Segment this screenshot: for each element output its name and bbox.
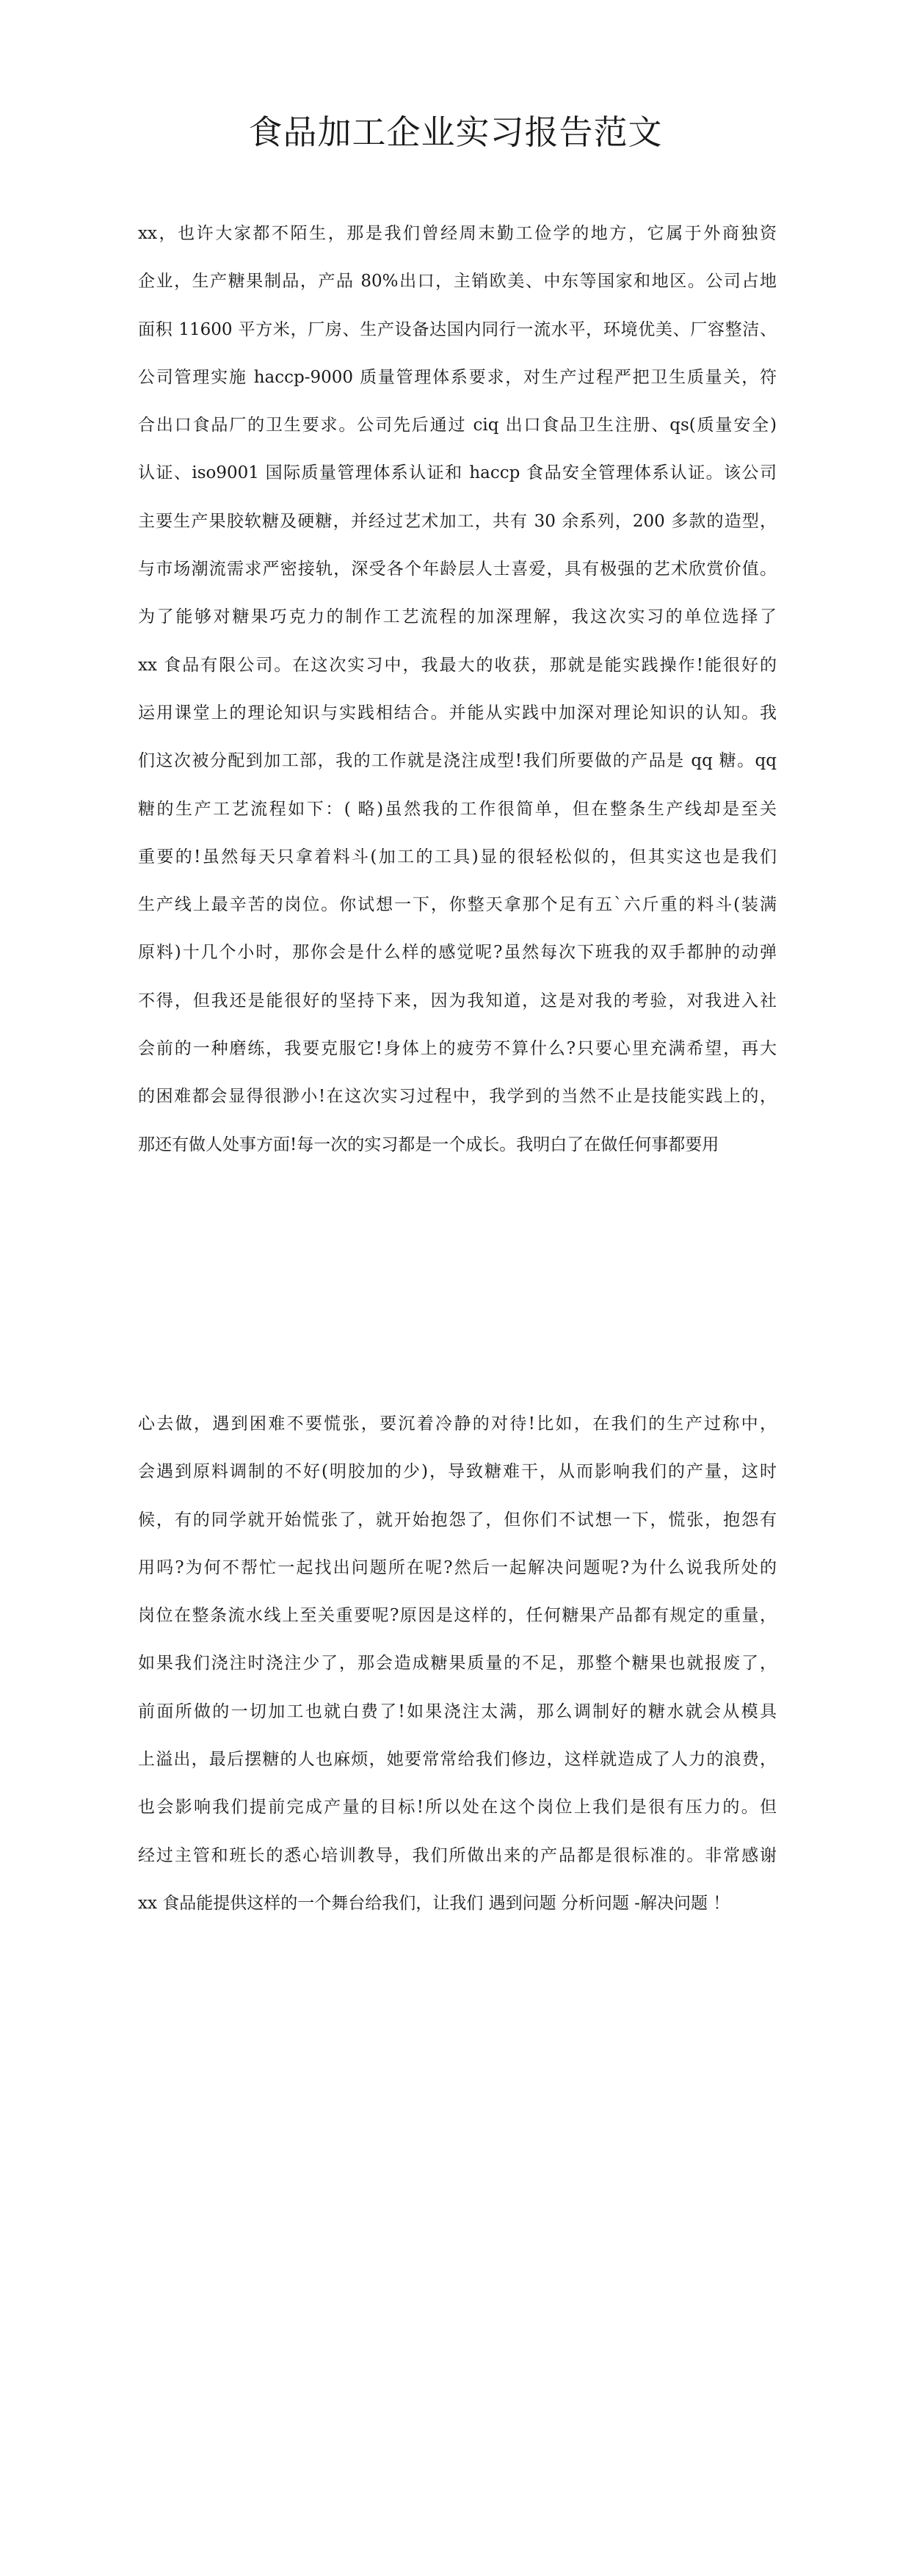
text-line: 原料)十几个小时，那你会是什么样的感觉呢?虽然每次下班我的双手都肿的动弹 bbox=[138, 943, 777, 963]
text-line: 企业，生产糖果制品，产品 80%出口，主销欧美、中东等国家和地区。公司占地 bbox=[138, 272, 777, 292]
page-title: 食品加工企业实习报告范文 bbox=[248, 112, 663, 152]
text-line: 运用课堂上的理论知识与实践相结合。并能从实践中加深对理论知识的认知。我 bbox=[138, 703, 777, 723]
text-line: 前面所做的一切加工也就白费了!如果浇注太满，那么调制好的糖水就会从模具 bbox=[138, 1701, 777, 1721]
text-line: 们这次被分配到加工部，我的工作就是浇注成型!我们所要做的产品是 qq 糖。qq bbox=[138, 751, 777, 771]
text-line: 那还有做人处事方面!每一次的实习都是一个成长。我明白了在做任何事都要用 bbox=[138, 1135, 719, 1154]
text-line: 重要的!虽然每天只拿着料斗(加工的工具)显的很轻松似的，但其实这也是我们 bbox=[138, 847, 777, 866]
text-line: xx 食品有限公司。在这次实习中，我最大的收获，那就是能实践操作!能很好的 bbox=[138, 655, 777, 675]
text-line: 公司管理实施 haccp-9000 质量管理体系要求，对生产过程严把卫生质量关，符 bbox=[138, 367, 777, 387]
text-line: 心去做，遇到困难不要慌张，要沉着冷静的对待!比如，在我们的生产过称中， bbox=[138, 1414, 777, 1433]
text-line: 面积 11600 平方米，厂房、生产设备达国内同行一流水平，环境优美、厂容整洁、 bbox=[138, 319, 777, 339]
text-line: 合出口食品厂的卫生要求。公司先后通过 ciq 出口食品卫生注册、qs(质量安全) bbox=[138, 416, 777, 435]
text-line: 也会影响我们提前完成产量的目标!所以处在这个岗位上我们是很有压力的。但 bbox=[138, 1798, 777, 1817]
text-line: 用吗?为何不帮忙一起找出问题所在呢?然后一起解决问题呢?为什么说我所处的 bbox=[138, 1557, 777, 1577]
text-line: 不得，但我还是能很好的坚持下来，因为我知道，这是对我的考验，对我进入社 bbox=[138, 991, 777, 1010]
text-line: 与市场潮流需求严密接轨，深受各个年龄层人士喜爱，具有极强的艺术欣赏价值。 bbox=[138, 560, 777, 579]
text-line: 如果我们浇注时浇注少了，那会造成糖果质量的不足，那整个糖果也就报废了， bbox=[138, 1654, 777, 1674]
text-line: 糖的生产工艺流程如下：( 略)虽然我的工作很简单，但在整条生产线却是至关 bbox=[138, 799, 777, 819]
text-line: 为了能够对糖果巧克力的制作工艺流程的加深理解，我这次实习的单位选择了 bbox=[138, 607, 777, 627]
body-text-page-1 bbox=[138, 210, 777, 1169]
text-line: 会遇到原料调制的不好(明胶加的少)，导致糖难干，从而影响我们的产量，这时 bbox=[138, 1462, 777, 1482]
text-line: 会前的一种磨练，我要克服它!身体上的疲劳不算什么?只要心里充满希望，再大 bbox=[138, 1039, 777, 1059]
text-line: 的困难都会显得很渺小!在这次实习过程中，我学到的当然不止是技能实践上的， bbox=[138, 1087, 777, 1107]
text-line: 主要生产果胶软糖及硬糖，并经过艺术加工，共有 30 余系列，200 多款的造型， bbox=[138, 511, 777, 531]
text-line: 岗位在整条流水线上至关重要呢?原因是这样的，任何糖果产品都有规定的重量， bbox=[138, 1606, 777, 1626]
text-line: 生产线上最辛苦的岗位。你试想一下，你整天拿那个足有五`六斤重的料斗(装满 bbox=[138, 895, 777, 915]
text-line: 认证、iso9001 国际质量管理体系认证和 haccp 食品安全管理体系认证。该公司 bbox=[138, 463, 777, 483]
text-line: 经过主管和班长的悉心培训教导，我们所做出来的产品都是很标准的。非常感谢 bbox=[138, 1845, 777, 1865]
text-line: xx 食品能提供这样的一个舞台给我们，让我们 遇到问题 分析问题 -解决问题 ！ bbox=[138, 1893, 730, 1913]
text-line: 上溢出，最后摆糖的人也麻烦，她要常常给我们修边，这样就造成了人力的浪费， bbox=[138, 1750, 777, 1770]
text-line: xx，也许大家都不陌生，那是我们曾经周末勤工俭学的地方，它属于外商独资 bbox=[138, 224, 777, 243]
text-line: 候，有的同学就开始慌张了，就开始抱怨了，但你们不试想一下，慌张，抱怨有 bbox=[138, 1510, 777, 1530]
body-text-page-2 bbox=[138, 1400, 777, 1928]
